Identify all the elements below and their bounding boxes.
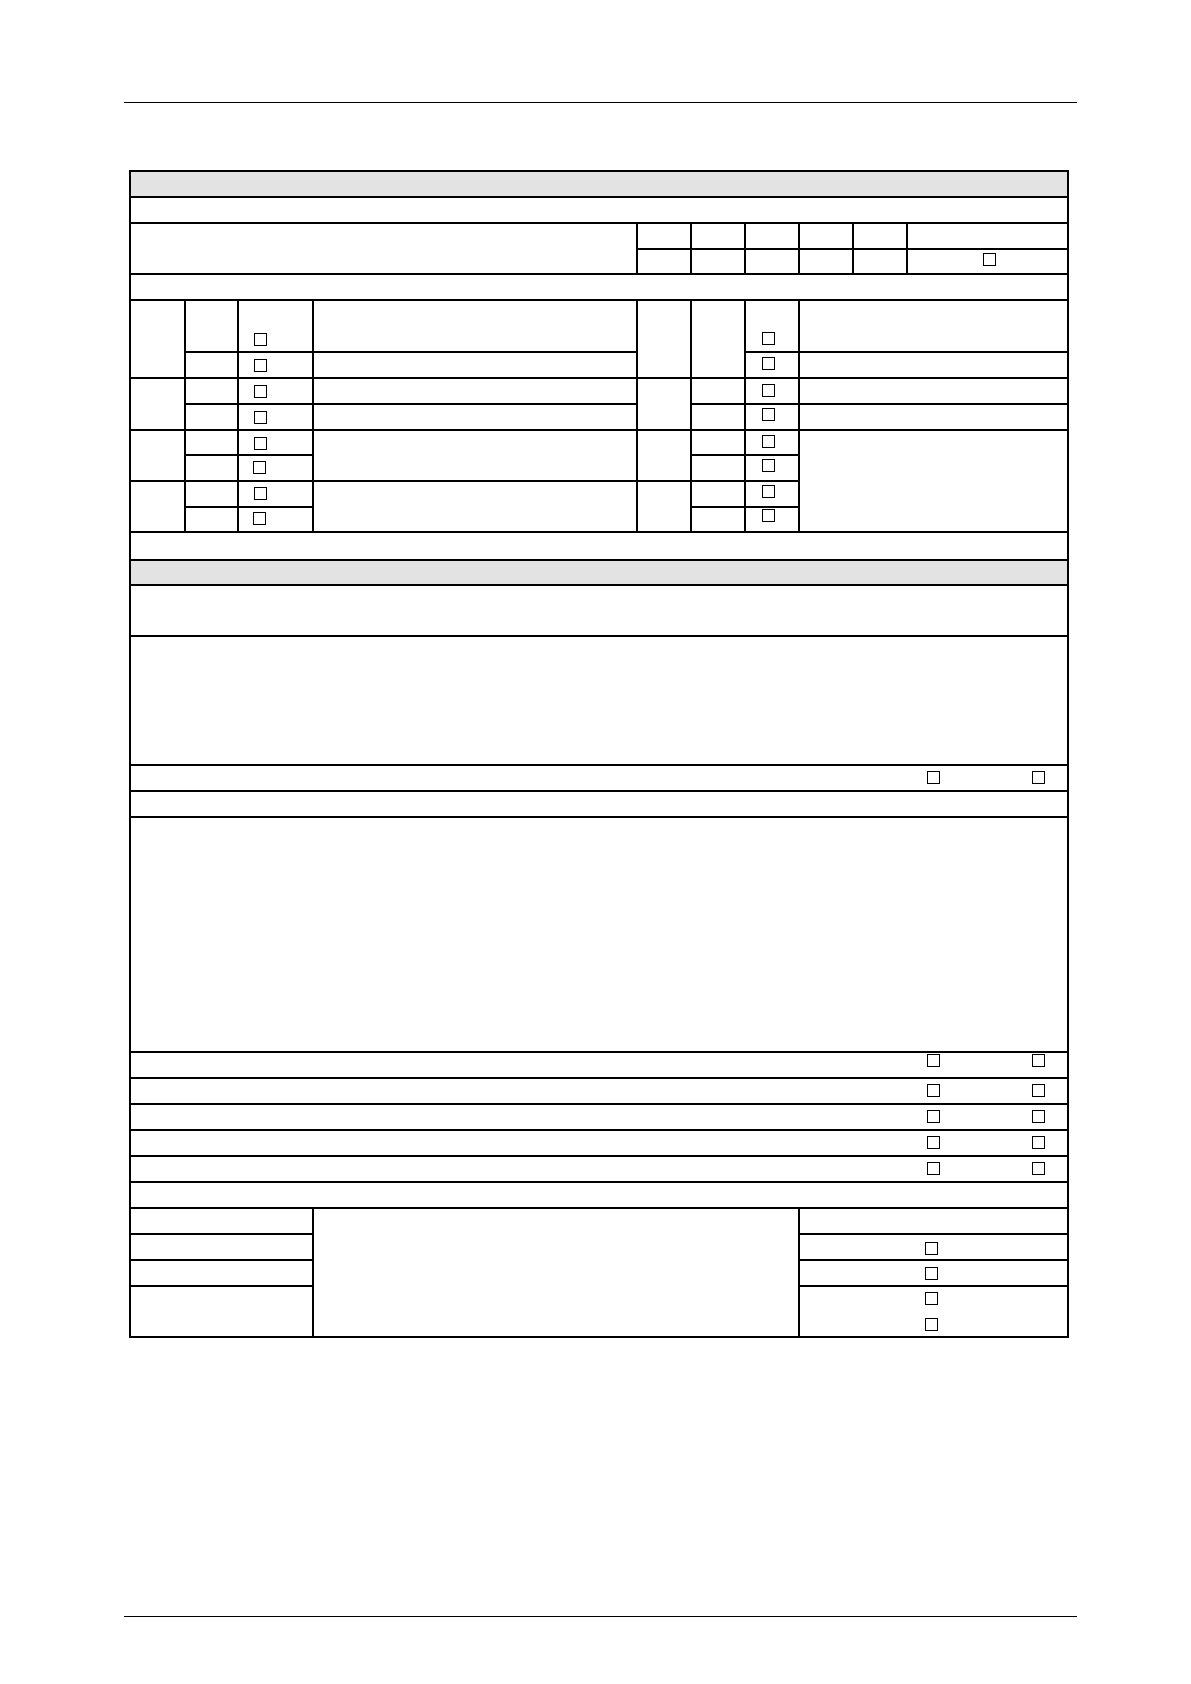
row-divider bbox=[129, 1051, 1069, 1053]
column-divider bbox=[237, 300, 239, 532]
checkbox[interactable] bbox=[254, 437, 267, 450]
checkbox[interactable] bbox=[927, 1084, 940, 1097]
checkbox[interactable] bbox=[762, 485, 775, 498]
row-divider bbox=[129, 196, 1069, 198]
row-divider bbox=[129, 635, 1069, 637]
column-divider bbox=[906, 223, 908, 274]
row-divider bbox=[185, 351, 637, 353]
footer-rule bbox=[124, 1616, 1077, 1617]
row-divider bbox=[799, 1233, 1069, 1235]
row-divider bbox=[129, 1129, 1069, 1131]
column-divider bbox=[636, 300, 638, 532]
checkbox[interactable] bbox=[253, 461, 266, 474]
column-divider bbox=[744, 300, 746, 532]
row-divider bbox=[745, 351, 1069, 353]
row-divider bbox=[129, 299, 1069, 301]
checkbox[interactable] bbox=[1032, 1162, 1045, 1175]
checkbox[interactable] bbox=[925, 1267, 938, 1280]
checkbox[interactable] bbox=[1032, 1110, 1045, 1123]
checkbox[interactable] bbox=[927, 1110, 940, 1123]
checkbox[interactable] bbox=[927, 771, 940, 784]
row-divider bbox=[799, 1259, 1069, 1261]
checkbox[interactable] bbox=[762, 459, 775, 472]
row-divider bbox=[185, 454, 313, 456]
checkbox[interactable] bbox=[762, 332, 775, 345]
column-divider bbox=[312, 300, 314, 532]
checkbox[interactable] bbox=[925, 1242, 938, 1255]
column-divider bbox=[798, 223, 800, 274]
checkbox[interactable] bbox=[1032, 1136, 1045, 1149]
checkbox[interactable] bbox=[983, 253, 996, 266]
row-divider bbox=[129, 1259, 313, 1261]
column-divider bbox=[690, 300, 692, 532]
row-divider bbox=[129, 1077, 1069, 1079]
row-divider bbox=[129, 790, 1069, 792]
row-divider bbox=[691, 403, 1069, 405]
section-header-2 bbox=[131, 561, 1067, 585]
checkbox[interactable] bbox=[925, 1318, 938, 1331]
checkbox[interactable] bbox=[762, 435, 775, 448]
row-divider bbox=[129, 764, 1069, 766]
column-divider bbox=[312, 1208, 314, 1338]
column-divider bbox=[852, 223, 854, 274]
checkbox[interactable] bbox=[254, 385, 267, 398]
checkbox[interactable] bbox=[762, 384, 775, 397]
row-divider bbox=[129, 816, 1069, 818]
checkbox[interactable] bbox=[253, 512, 266, 525]
row-divider bbox=[185, 506, 313, 508]
column-divider bbox=[636, 223, 638, 274]
column-divider bbox=[744, 223, 746, 274]
column-divider bbox=[798, 1208, 800, 1338]
row-divider bbox=[129, 377, 1069, 379]
section-header-1 bbox=[131, 172, 1067, 196]
checkbox[interactable] bbox=[1032, 771, 1045, 784]
column-divider bbox=[184, 300, 186, 532]
row-divider bbox=[129, 1233, 313, 1235]
checkbox[interactable] bbox=[254, 333, 267, 346]
checkbox[interactable] bbox=[927, 1162, 940, 1175]
checkbox[interactable] bbox=[762, 509, 775, 522]
checkbox[interactable] bbox=[254, 411, 267, 424]
checkbox[interactable] bbox=[925, 1292, 938, 1305]
row-divider bbox=[129, 531, 1069, 533]
row-divider bbox=[185, 403, 637, 405]
row-divider bbox=[129, 222, 1069, 224]
header-rule bbox=[124, 102, 1077, 103]
row-divider bbox=[129, 1181, 1069, 1183]
checkbox[interactable] bbox=[1032, 1054, 1045, 1067]
checkbox[interactable] bbox=[254, 487, 267, 500]
column-divider bbox=[798, 300, 800, 532]
checkbox[interactable] bbox=[254, 359, 267, 372]
row-divider bbox=[129, 429, 1069, 431]
row-divider bbox=[129, 1285, 313, 1287]
checkbox[interactable] bbox=[1032, 1084, 1045, 1097]
row-divider bbox=[799, 1285, 1069, 1287]
row-divider bbox=[129, 1155, 1069, 1157]
checkbox[interactable] bbox=[927, 1054, 940, 1067]
row-divider bbox=[129, 559, 1069, 561]
row-divider bbox=[129, 1207, 1069, 1209]
column-divider bbox=[690, 223, 692, 274]
row-divider bbox=[129, 480, 799, 482]
row-divider bbox=[129, 273, 1069, 275]
form-table bbox=[129, 170, 1069, 1338]
row-divider bbox=[129, 1103, 1069, 1105]
checkbox[interactable] bbox=[762, 357, 775, 370]
checkbox[interactable] bbox=[762, 408, 775, 421]
checkbox[interactable] bbox=[927, 1136, 940, 1149]
row-divider bbox=[129, 584, 1069, 586]
